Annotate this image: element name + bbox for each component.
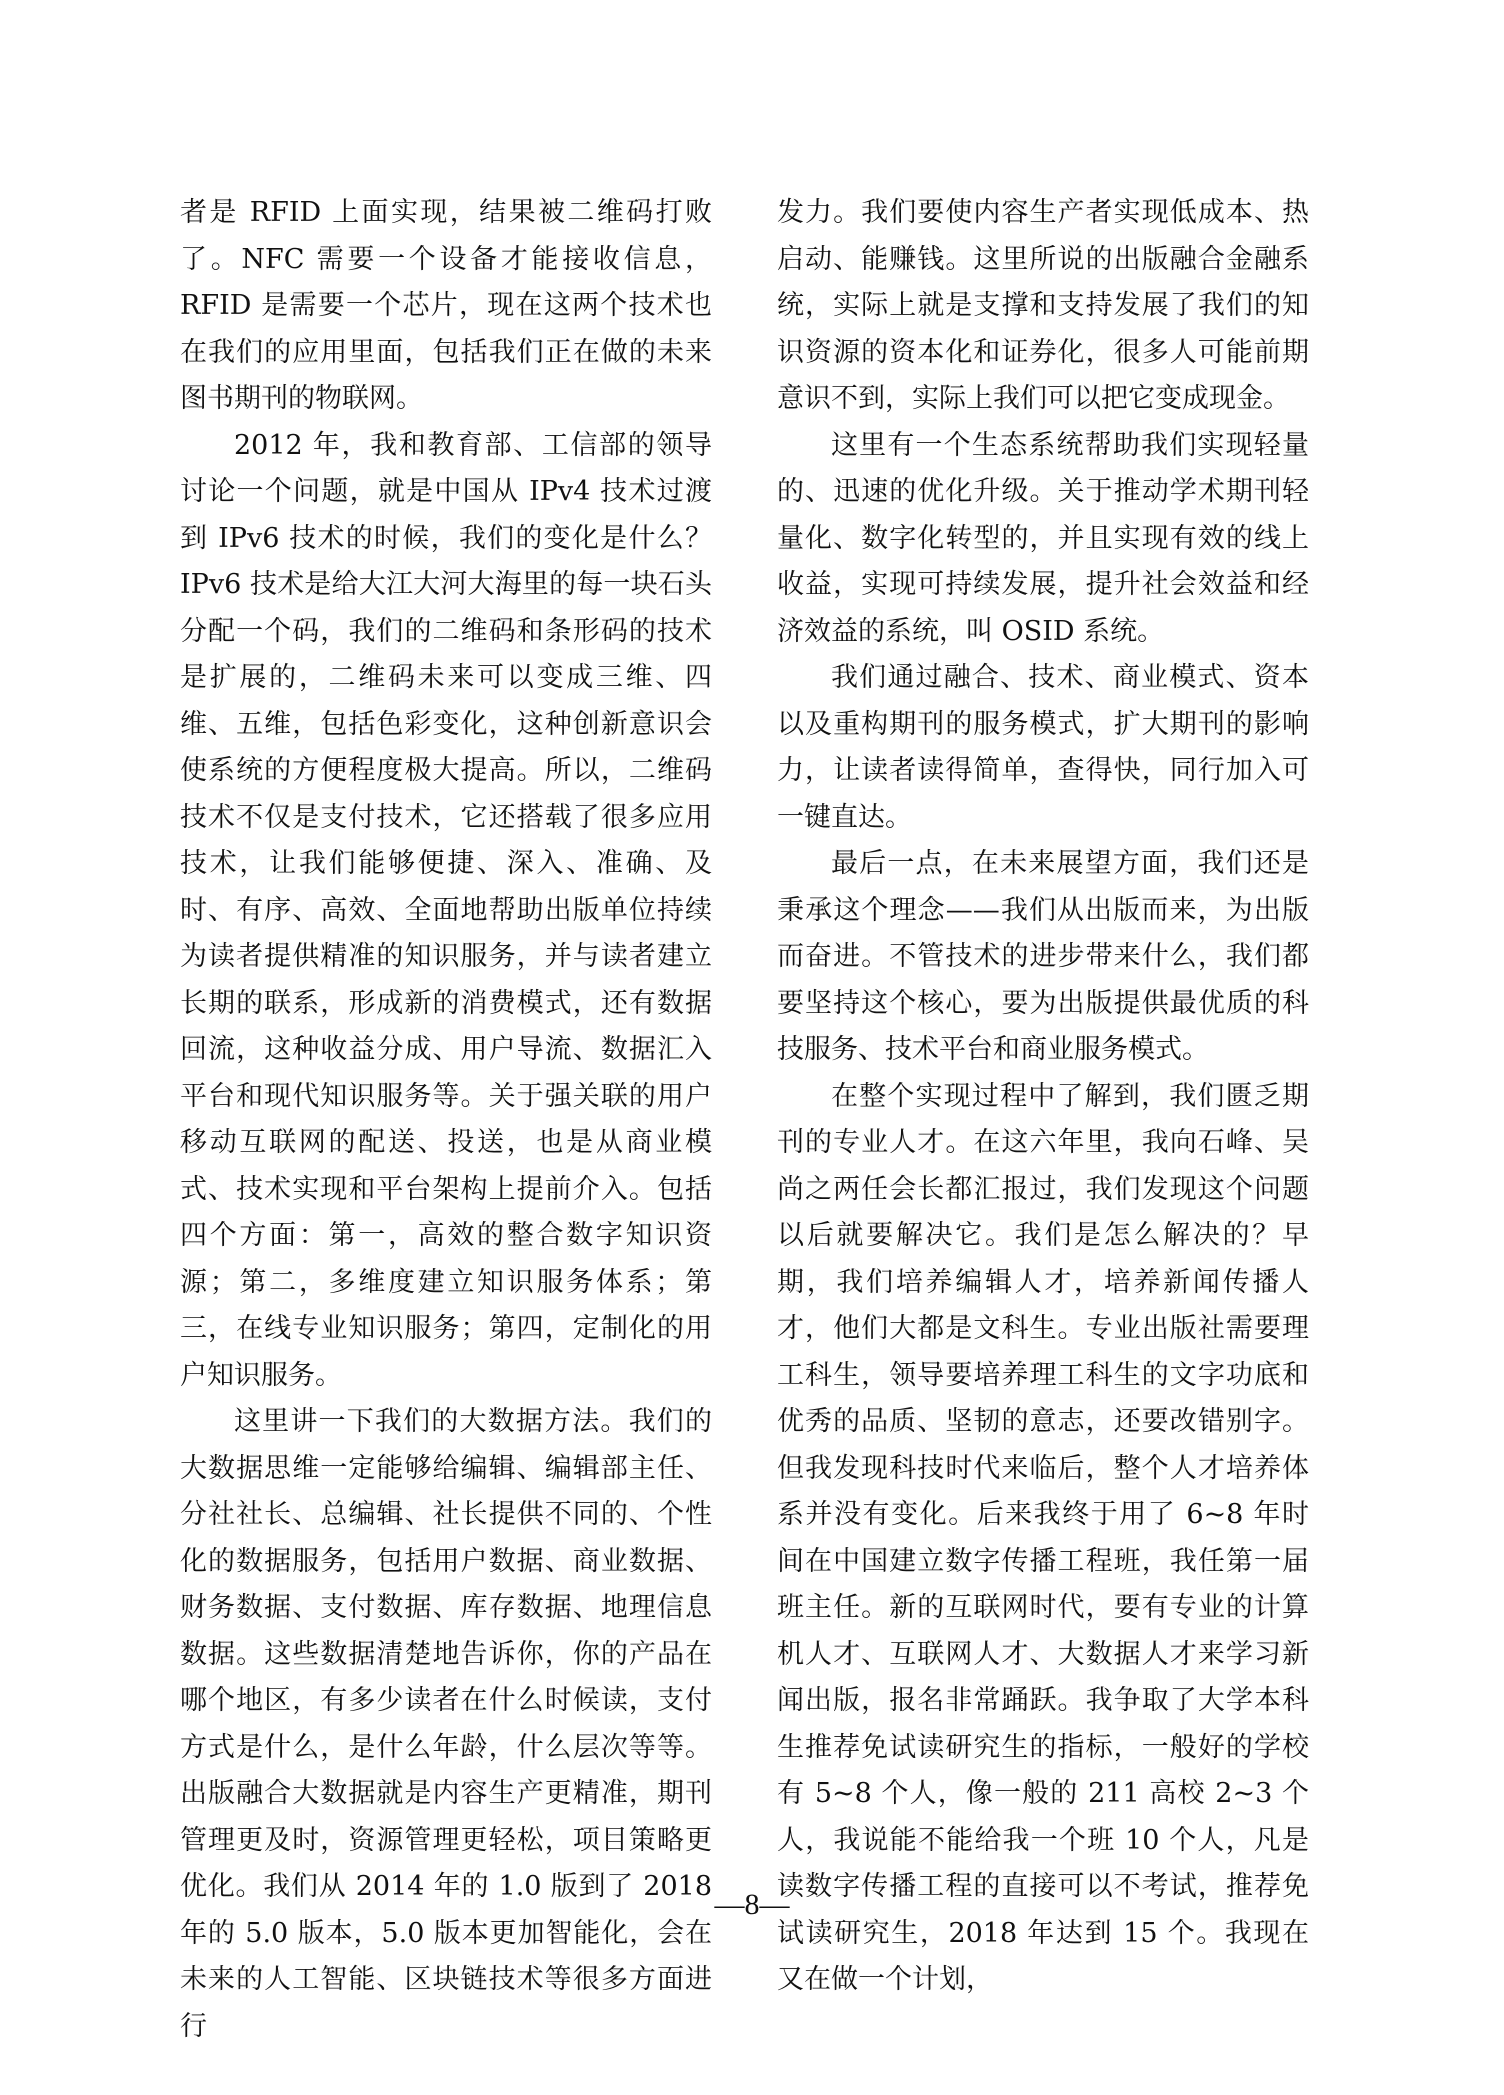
- paragraph-ipv6: 2012 年，我和教育部、工信部的领导讨论一个问题，就是中国从 IPv4 技术过渡到 IPv6 技术的时候，我们的变化是什么？IPv6 技术是给大江大河大海里的每一块石头分配一个码，我们的二维码和条形码的技术是扩展的，二维码未来可以变成三维、四维、五维，包括色彩变化，这种创新意识会使系统的方便程度极大提高。所以，二维码技术不仅是支付技术，它还搭载了很多应用技术，让我们能够便捷、深入、准确、及时、有序、高效、全面地帮助出版单位持续为读者提供精准的知识服务，并与读者建立长期的联系，形成新的消费模式，还有数据回流，这种收益分成、用户导流、数据汇入平台和现代知识服务等。关于强关联的用户移动互联网的配送、投送，也是从商业模式、技术实现和平台架构上提前介入。包括四个方面：第一，高效的整合数字知识资源；第二，多维度建立知识服务体系；第三，在线专业知识服务；第四，定制化的用户知识服务。: [180, 429, 712, 1391]
- right-column: [777, 190, 1309, 2004]
- paragraph-continued: 发力。我们要使内容生产者实现低成本、热启动、能赚钱。这里所说的出版融合金融系统，实际上就是支撑和支持发展了我们的知识资源的资本化和证券化，很多人可能前期意识不到，实际上我们可以把它变成现金。: [777, 197, 1309, 414]
- left-column: [180, 190, 712, 2050]
- paragraph-big-data: 这里讲一下我们的大数据方法。我们的大数据思维一定能够给编辑、编辑部主任、分社社长、总编辑、社长提供不同的、个性化的数据服务，包括用户数据、商业数据、财务数据、支付数据、库存数据、地理信息数据。这些数据清楚地告诉你，你的产品在哪个地区，有多少读者在什么时候读，支付方式是什么，是什么年龄，什么层次等等。出版融合大数据就是内容生产更精准，期刊管理更及时，资源管理更轻松，项目策略更优化。我们从 2014 年的 1.0 版到了 2018 年的 5.0 版本，5.0 版本更加智能化，会在未来的人工智能、区块链技术等很多方面进行: [180, 1406, 712, 2042]
- paragraph-talent: 在整个实现过程中了解到，我们匮乏期刊的专业人才。在这六年里，我向石峰、吴尚之两任会长都汇报过，我们发现这个问题以后就要解决它。我们是怎么解决的？早期，我们培养编辑人才，培养新闻传播人才，他们大都是文科生。专业出版社需要理工科生，领导要培养理工科生的文字功底和优秀的品质、坚韧的意志，还要改错别字。但我发现科技时代来临后，整个人才培养体系并没有变化。后来我终于用了 6~8 年时间在中国建立数字传播工程班，我任第一届班主任。新的互联网时代，要有专业的计算机人才、互联网人才、大数据人才来学习新闻出版，报名非常踊跃。我争取了大学本科生推荐免试读研究生的指标，一般好的学校有 5~8 个人，像一般的 211 高校 2~3 个人，我说能不能给我一个班 10 个人，凡是读数字传播工程的直接可以不考试，推荐免试读研究生，2018 年达到 15 个。我现在又在做一个计划，: [777, 1080, 1309, 1995]
- paragraph-continued: 者是 RFID 上面实现，结果被二维码打败了。NFC 需要一个设备才能接收信息，RFID 是需要一个芯片，现在这两个技术也在我们的应用里面，包括我们正在做的未来图书期刊的物联网。: [180, 197, 712, 414]
- page-number: —8—: [714, 1888, 790, 1921]
- paragraph-ecosystem: 这里有一个生态系统帮助我们实现轻量的、迅速的优化升级。关于推动学术期刊轻量化、数字化转型的，并且实现有效的线上收益，实现可持续发展，提升社会效益和经济效益的系统，叫 OSID 系统。: [777, 429, 1309, 647]
- paragraph-service-model: 我们通过融合、技术、商业模式、资本以及重构期刊的服务模式，扩大期刊的影响力，让读者读得简单，查得快，同行加入可一键直达。: [777, 662, 1309, 833]
- paragraph-outlook: 最后一点，在未来展望方面，我们还是秉承这个理念——我们从出版而来，为出版而奋进。不管技术的进步带来什么，我们都要坚持这个核心，要为出版提供最优质的科技服务、技术平台和商业服务模式。: [777, 848, 1309, 1065]
